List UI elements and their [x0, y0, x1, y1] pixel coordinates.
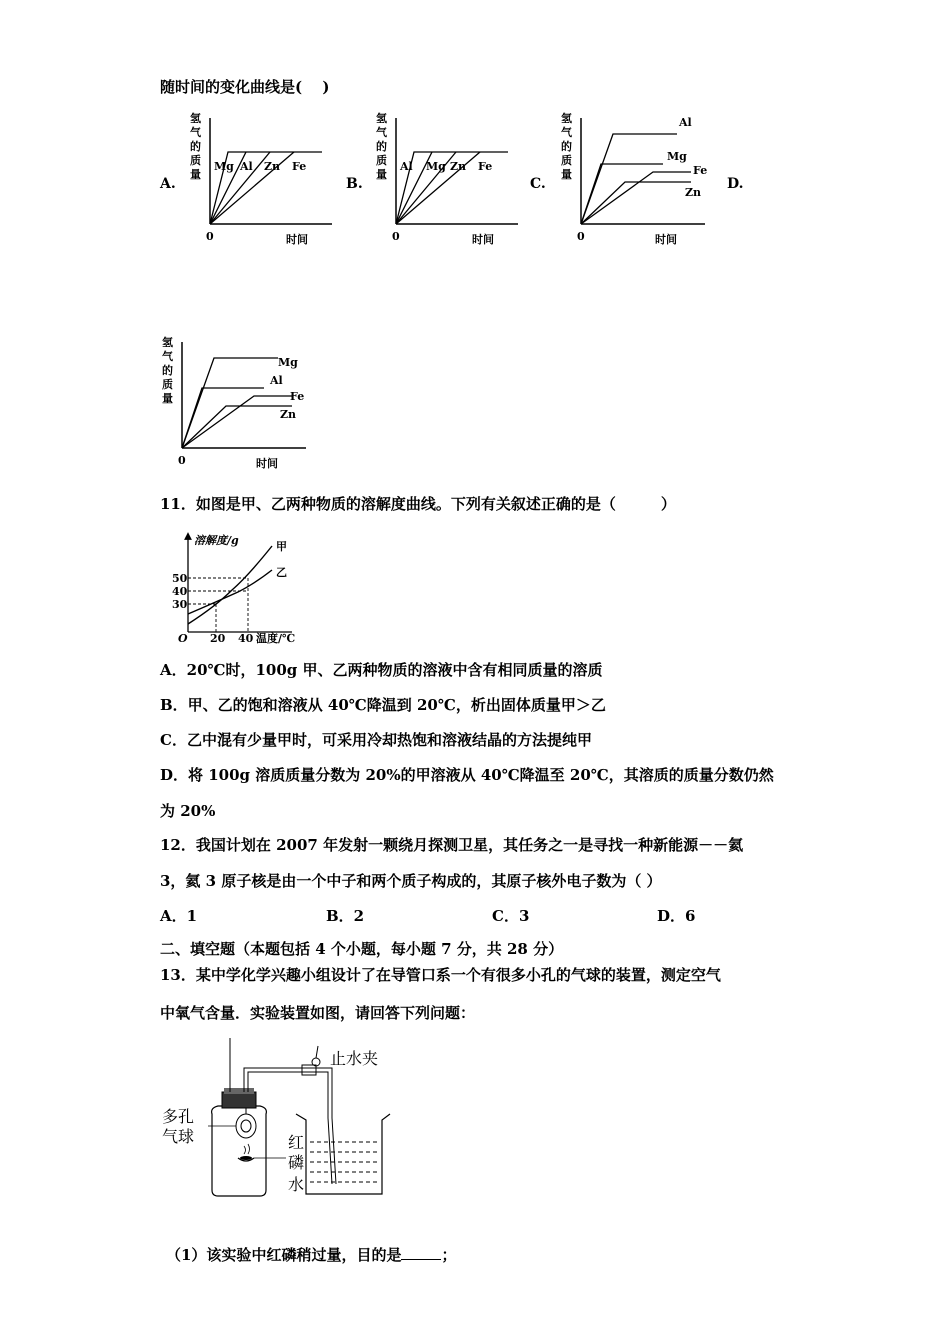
series-label: Mg	[278, 356, 298, 369]
phosphorus-label-1: 红	[288, 1133, 305, 1152]
series-label: Al	[270, 374, 283, 387]
clamp	[302, 1065, 316, 1075]
origin-label: 0	[392, 230, 400, 243]
y-char: 气	[376, 126, 387, 139]
ytick-30: 30	[172, 598, 188, 611]
x-label: 时间	[472, 233, 494, 246]
curve-zn	[581, 182, 691, 224]
q11-option-d-line2: 为 20%	[160, 802, 216, 820]
series-label: Al	[400, 160, 413, 173]
phosphorus-label-2: 磷	[288, 1153, 305, 1172]
curve-fe	[581, 172, 691, 224]
apparatus-diagram	[160, 1034, 400, 1204]
series-label: Mg	[214, 160, 234, 173]
q11-option-a: A．20℃时，100g 甲、乙两种物质的溶液中含有相同质量的溶质	[160, 661, 603, 679]
q12-option-b: B．2	[326, 907, 365, 925]
ytick-50: 50	[172, 572, 188, 585]
y-char: 质	[162, 378, 173, 391]
series-label: Mg	[667, 150, 687, 163]
answer-blank[interactable]	[401, 1245, 441, 1260]
series-label: Al	[679, 116, 692, 129]
y-char: 氢	[190, 112, 201, 125]
graph-a	[184, 108, 334, 248]
water-label: 水	[288, 1175, 305, 1194]
series-label: Al	[240, 160, 253, 173]
y-char: 量	[162, 392, 173, 405]
q11-stem: 11．如图是甲、乙两种物质的溶解度曲线。下列有关叙述正确的是（ ）	[160, 495, 676, 513]
x-label: 时间	[286, 233, 308, 246]
y-char: 的	[376, 140, 387, 153]
q11-option-d-line1: D．将 100g 溶质质量分数为 20%的甲溶液从 40℃降温至 20℃，其溶质的质量分数仍然	[160, 766, 774, 784]
series-label: Zn	[450, 160, 467, 173]
q13-sub1-text: （1）该实验中红磷稍过量，目的是	[166, 1246, 402, 1264]
ytick-40: 40	[172, 585, 188, 598]
series-jia: 甲	[276, 540, 287, 553]
origin-label: 0	[577, 230, 585, 243]
chart-xlabel: 温度/℃	[256, 632, 296, 645]
y-char: 量	[190, 168, 201, 181]
q12-option-a: A．1	[160, 907, 198, 925]
q12-line1: 12．我国计划在 2007 年发射一颗绕月探测卫星，其任务之一是寻找一种新能源－－氦	[160, 836, 744, 854]
option-d-label: D.	[727, 176, 744, 192]
y-char: 气	[162, 350, 173, 363]
q12-option-d: D．6	[657, 907, 696, 925]
curve-jia	[188, 546, 272, 624]
series-label: Fe	[292, 160, 307, 173]
clamp-label: 止水夹	[330, 1049, 379, 1068]
xtick-40: 40	[238, 632, 254, 645]
option-a-label: A.	[160, 176, 176, 192]
series-yi: 乙	[276, 566, 287, 579]
graph-a-ylabel	[190, 111, 202, 181]
graph-c	[555, 108, 720, 248]
series-label: Fe	[478, 160, 493, 173]
balloon	[236, 1114, 256, 1138]
q13-line2: 中氧气含量．实验装置如图，请回答下列问题：	[160, 1004, 476, 1022]
y-char: 的	[190, 140, 201, 153]
y-char: 氢	[376, 112, 387, 125]
q11-option-c: C．乙中混有少量甲时，可采用冷却热饱和溶液结晶的方法提纯甲	[160, 731, 592, 749]
origin-label: 0	[206, 230, 214, 243]
y-char: 的	[561, 140, 572, 153]
chart-ylabel: 溶解度/g	[194, 534, 239, 547]
q12-option-c: C．3	[492, 907, 530, 925]
option-c-label: C.	[530, 176, 546, 192]
q13-sub1	[166, 1245, 456, 1264]
q10-stem-tail: 随时间的变化曲线是( )	[160, 78, 330, 96]
series-label: Fe	[693, 164, 708, 177]
graph-b	[370, 108, 520, 248]
curve-zn	[182, 406, 292, 448]
solubility-chart	[168, 530, 308, 645]
origin-label: 0	[178, 454, 186, 467]
balloon-label-1: 多孔	[162, 1107, 195, 1126]
series-label: Mg	[426, 160, 446, 173]
series-label: Zn	[685, 186, 702, 199]
y-char: 氢	[561, 112, 572, 125]
y-char: 气	[190, 126, 201, 139]
jar	[212, 1106, 267, 1196]
y-char: 量	[376, 168, 387, 181]
y-char: 质	[376, 154, 387, 167]
chart-origin: O	[178, 632, 188, 645]
q13-sub1-end: ；	[441, 1246, 457, 1264]
x-label: 时间	[256, 457, 278, 470]
option-b-label: B.	[346, 176, 363, 192]
series-label: Zn	[280, 408, 297, 421]
y-char: 质	[190, 154, 201, 167]
q13-line1: 13．某中学化学兴趣小组设计了在导管口系一个有很多小孔的气球的装置，测定空气	[160, 966, 721, 984]
stopper	[222, 1092, 256, 1108]
series-label: Fe	[290, 390, 305, 403]
y-char: 氢	[162, 336, 173, 349]
balloon-label-2: 气球	[162, 1127, 195, 1146]
curve-fe	[182, 396, 292, 448]
q12-line2: 3，氦 3 原子核是由一个中子和两个质子构成的，其原子核外电子数为（ ）	[160, 872, 662, 890]
section-heading: 二、填空题（本题包括 4 个小题，每小题 7 分，共 28 分）	[160, 940, 564, 958]
y-char: 的	[162, 364, 173, 377]
q11-option-b: B．甲、乙的饱和溶液从 40℃降温到 20℃，析出固体质量甲＞乙	[160, 696, 606, 714]
y-char: 量	[561, 168, 572, 181]
series-label: Zn	[264, 160, 281, 173]
y-char: 气	[561, 126, 572, 139]
y-char: 质	[561, 154, 572, 167]
x-label: 时间	[655, 233, 677, 246]
graph-d	[156, 332, 321, 472]
xtick-20: 20	[210, 632, 226, 645]
